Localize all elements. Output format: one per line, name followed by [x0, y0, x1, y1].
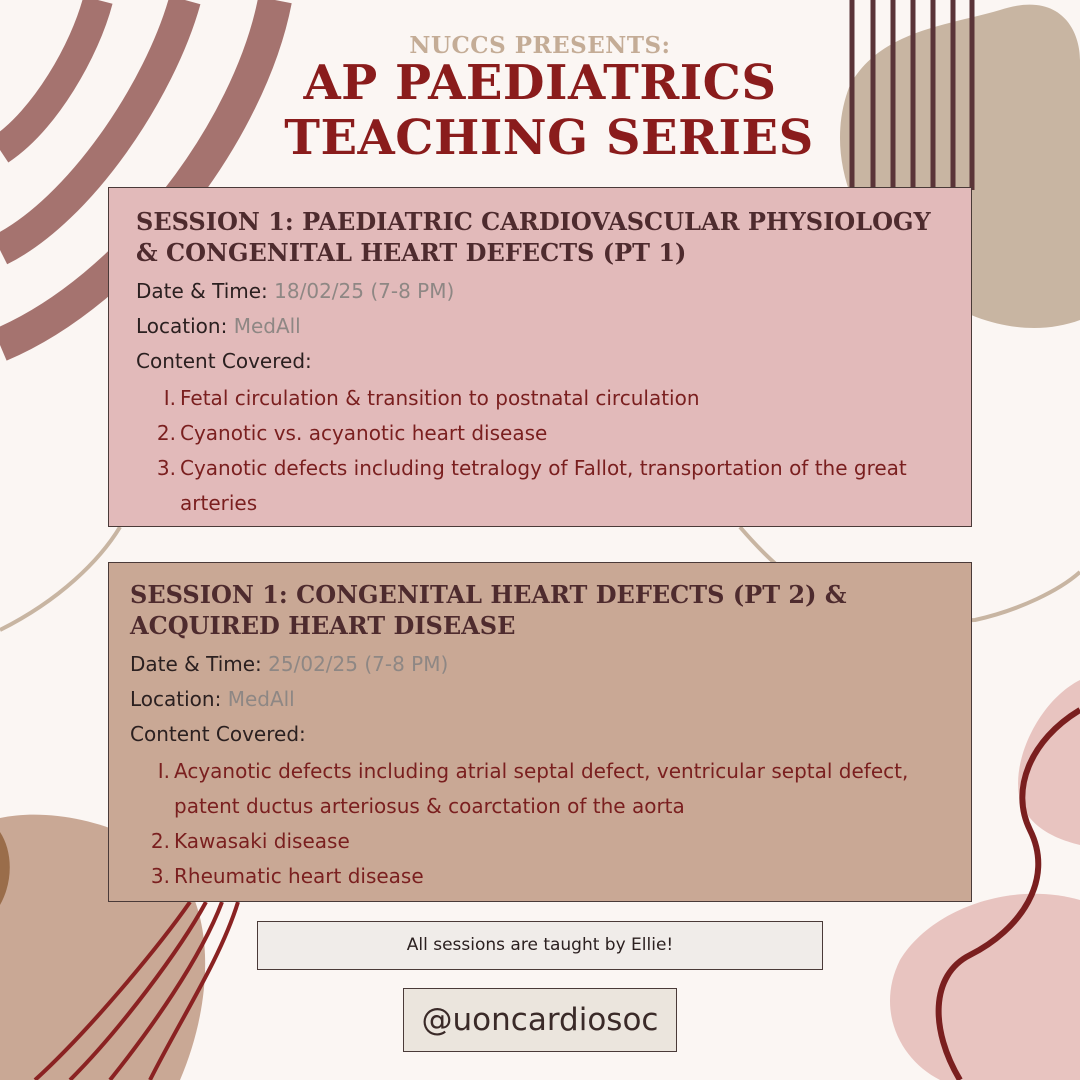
- content-label: Content Covered:: [130, 722, 306, 746]
- date-row: [130, 647, 951, 682]
- date-value: 18/02/25 (7-8 PM): [274, 279, 455, 303]
- list-item: [136, 416, 951, 451]
- list-item-text: Acyanotic defects including atrial septal defect, ventricular septal defect, patent ductus arteriosus & coarctation of the aorta: [174, 759, 909, 818]
- title-line-1: AP PAEDIATRICS: [303, 55, 777, 111]
- list-item-text: Rheumatic heart disease: [174, 864, 424, 888]
- location-value: MedAll: [233, 314, 301, 338]
- list-item-number: 2.: [156, 421, 176, 445]
- content-list: [136, 381, 951, 521]
- content-list: [130, 754, 951, 894]
- presenter-label: NUCCS PRESENTS:: [409, 32, 671, 59]
- list-item: [130, 754, 951, 824]
- location-value: MedAll: [227, 687, 295, 711]
- instructor-note: All sessions are taught by Ellie!: [257, 921, 823, 970]
- list-item-number: 3.: [156, 456, 176, 480]
- date-label: Date & Time:: [136, 279, 268, 303]
- blob-bottom-right: [890, 894, 1080, 1080]
- date-value: 25/02/25 (7-8 PM): [268, 652, 449, 676]
- session-card-2: [108, 562, 972, 902]
- list-item: [136, 451, 951, 521]
- social-handle: @uoncardiosoc: [403, 988, 677, 1052]
- list-item-number: 2.: [150, 829, 170, 853]
- location-label: Location:: [136, 314, 228, 338]
- location-label: Location:: [130, 687, 222, 711]
- session-heading: SESSION 1: PAEDIATRIC CARDIOVASCULAR PHYSIOLOGY & CONGENITAL HEART DEFECTS (PT 1): [136, 207, 931, 267]
- date-row: [136, 274, 951, 309]
- list-item-number: I.: [157, 759, 170, 783]
- list-item-text: Kawasaki disease: [174, 829, 350, 853]
- list-item: [130, 824, 951, 859]
- title-line-2: TEACHING SERIES: [284, 110, 814, 166]
- session-card-1: [108, 187, 972, 527]
- list-item-text: Cyanotic vs. acyanotic heart disease: [180, 421, 548, 445]
- location-row: [136, 309, 951, 344]
- session-heading: SESSION 1: CONGENITAL HEART DEFECTS (PT 2) & ACQUIRED HEART DISEASE: [130, 580, 847, 640]
- list-item: [130, 859, 951, 894]
- list-item-number: I.: [163, 386, 176, 410]
- list-item-number: 3.: [150, 864, 170, 888]
- date-label: Date & Time:: [130, 652, 262, 676]
- location-row: [130, 682, 951, 717]
- list-item: [136, 381, 951, 416]
- page-title: [0, 56, 1080, 166]
- list-item-text: Cyanotic defects including tetralogy of Fallot, transportation of the great arteries: [180, 456, 907, 515]
- list-item-text: Fetal circulation & transition to postnatal circulation: [180, 386, 700, 410]
- content-label: Content Covered:: [136, 349, 312, 373]
